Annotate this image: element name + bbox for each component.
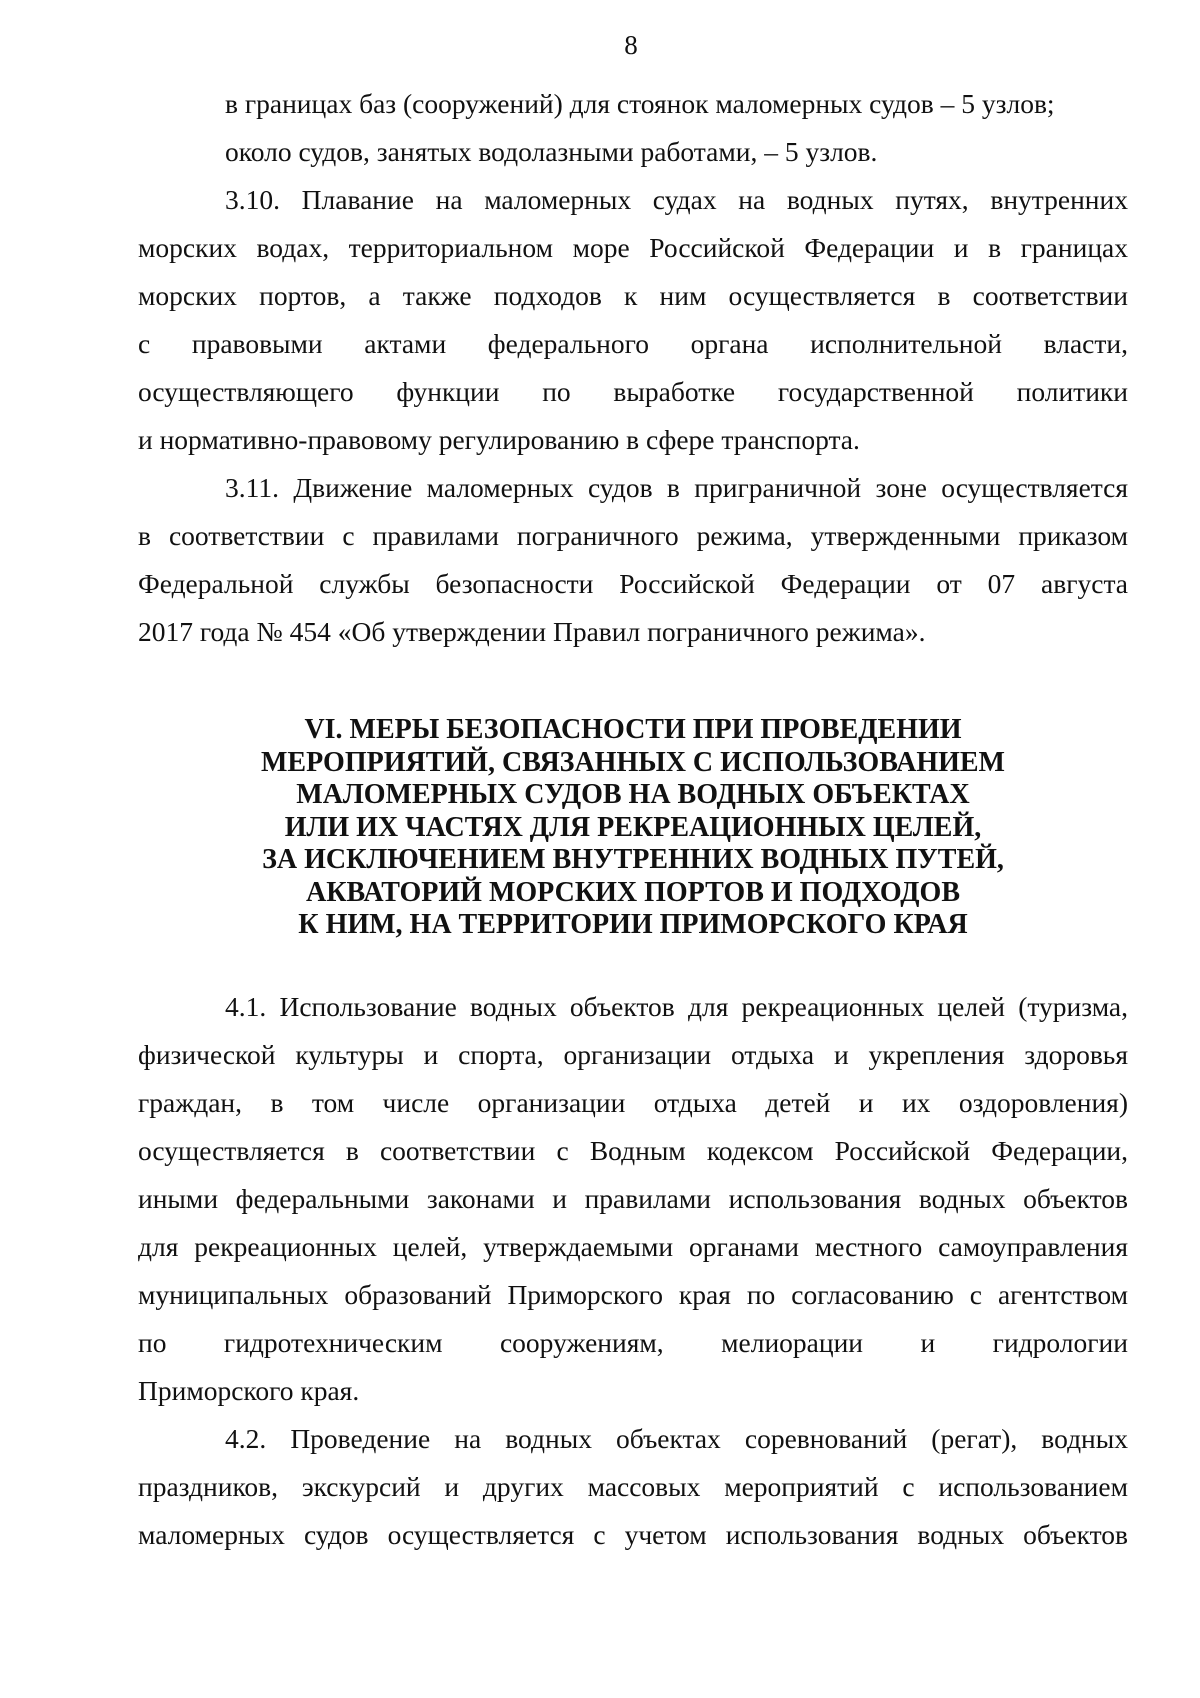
heading-line: МАЛОМЕРНЫХ СУДОВ НА ВОДНЫХ ОБЪЕКТАХ bbox=[296, 779, 970, 810]
heading-line: АКВАТОРИЙ МОРСКИХ ПОРТОВ И ПОДХОДОВ bbox=[306, 876, 960, 908]
speed-limits-continuation bbox=[138, 80, 1128, 176]
paragraph-line: 4.1. Использование водных объектов для рекреационных целей (туризма, bbox=[225, 990, 1128, 1022]
heading-line: К НИМ, НА ТЕРРИТОРИИ ПРИМОРСКОГО КРАЯ bbox=[298, 909, 968, 940]
paragraph-line: осуществляющего функции по выработке государственной политики bbox=[138, 376, 1128, 407]
heading-line: VI. МЕРЫ БЕЗОПАСНОСТИ ПРИ ПРОВЕДЕНИИ bbox=[304, 714, 962, 745]
paragraph-line: осуществляется в соответствии с Водным кодексом Российской Федерации, bbox=[138, 1134, 1128, 1166]
paragraph-line: 3.10. Плавание на маломерных судах на водных путях, внутренних bbox=[225, 184, 1128, 215]
paragraph-line: Федеральной службы безопасности Российской Федерации от 07 августа bbox=[138, 568, 1128, 599]
paragraph-line: 3.11. Движение маломерных судов в приграничной зоне осуществляется bbox=[225, 472, 1128, 503]
section-heading bbox=[138, 714, 1128, 942]
paragraph-line: морских портов, а также подходов к ним осуществляется в соответствии bbox=[138, 280, 1128, 311]
paragraph-line: морских водах, территориальном море Российской Федерации и в границах bbox=[138, 232, 1128, 263]
paragraph-line: муниципальных образований Приморского края по согласованию с агентством bbox=[138, 1278, 1128, 1310]
heading-line: ЗА ИСКЛЮЧЕНИЕМ ВНУТРЕННИХ ВОДНЫХ ПУТЕЙ, bbox=[262, 844, 1004, 875]
paragraph-line: по гидротехническим сооружениям, мелиорации и гидрологии bbox=[138, 1326, 1128, 1358]
paragraph-line: в границах баз (сооружений) для стоянок маломерных судов – 5 узлов; bbox=[225, 88, 1055, 119]
paragraph-line: и нормативно-правовому регулированию в сфере транспорта. bbox=[138, 424, 860, 455]
document-body bbox=[138, 80, 1128, 1559]
paragraph-4-2 bbox=[138, 1415, 1128, 1559]
paragraph-line: в соответствии с правилами пограничного режима, утвержденными приказом bbox=[138, 520, 1128, 551]
paragraph-3-11 bbox=[138, 464, 1128, 656]
paragraph-line: маломерных судов осуществляется с учетом использования водных объектов bbox=[138, 1518, 1128, 1550]
paragraph-line: Приморского края. bbox=[138, 1374, 360, 1406]
paragraph-line: с правовыми актами федерального органа исполнительной власти, bbox=[138, 328, 1128, 359]
paragraph-line: граждан, в том числе организации отдыха детей и их оздоровления) bbox=[138, 1086, 1128, 1118]
paragraph-line: 2017 года № 454 «Об утверждении Правил пограничного режима». bbox=[138, 616, 926, 647]
paragraph-line: для рекреационных целей, утверждаемыми органами местного самоуправления bbox=[138, 1230, 1128, 1262]
heading-line: ИЛИ ИХ ЧАСТЯХ ДЛЯ РЕКРЕАЦИОННЫХ ЦЕЛЕЙ, bbox=[284, 811, 982, 843]
page-number: 8 bbox=[624, 30, 638, 60]
paragraph-line: праздников, экскурсий и других массовых мероприятий с использованием bbox=[138, 1470, 1128, 1502]
paragraph-3-10 bbox=[138, 176, 1128, 464]
paragraph-4-1 bbox=[138, 983, 1128, 1415]
heading-line: МЕРОПРИЯТИЙ, СВЯЗАННЫХ С ИСПОЛЬЗОВАНИЕМ bbox=[261, 746, 1005, 778]
paragraph-line: физической культуры и спорта, организации отдыха и укрепления здоровья bbox=[138, 1038, 1128, 1070]
paragraph-line: около судов, занятых водолазными работами, – 5 узлов. bbox=[225, 136, 878, 167]
paragraph-line: иными федеральными законами и правилами использования водных объектов bbox=[138, 1182, 1128, 1214]
paragraph-line: 4.2. Проведение на водных объектах соревнований (регат), водных bbox=[225, 1422, 1128, 1454]
